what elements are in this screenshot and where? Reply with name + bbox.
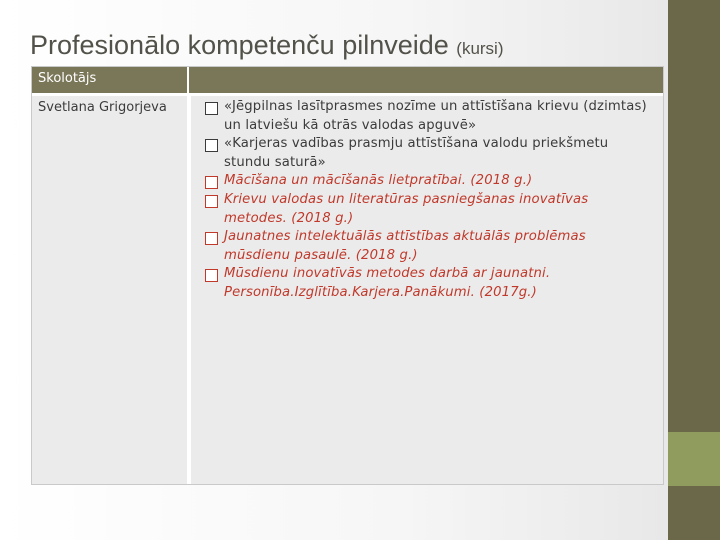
course-item bbox=[205, 228, 655, 265]
course-item-text: «Jēgpilnas lasītprasmes nozīme un attīstīšana krievu (dzimtas) un latviešu kā otrās valodas apguvē» bbox=[224, 99, 647, 133]
side-block-olive-bottom bbox=[668, 486, 720, 540]
course-list bbox=[205, 98, 655, 303]
checkbox-square-icon bbox=[205, 102, 218, 115]
course-item-text: Jaunatnes intelektuālās attīstības aktuālās problēmas mūsdienu pasaulē. (2018 g.) bbox=[224, 229, 586, 263]
header-divider bbox=[187, 67, 189, 93]
teacher-name: Svetlana Grigorjeva bbox=[38, 100, 167, 115]
course-item-text: Krievu valodas un literatūras pasniegšanas inovatīvas metodes. (2018 g.) bbox=[224, 191, 589, 226]
course-item bbox=[205, 172, 655, 191]
table-header-row bbox=[32, 67, 663, 96]
course-item bbox=[205, 265, 655, 302]
side-block-olive-top bbox=[668, 0, 720, 432]
course-item-text: Mūsdienu inovatīvās metodes darbā ar jaunatni. Personība.Izglītība.Karjera.Panākumi. (2017g.) bbox=[224, 266, 551, 300]
checkbox-square-icon bbox=[205, 139, 218, 152]
side-block-green bbox=[668, 432, 720, 486]
course-item bbox=[205, 98, 655, 135]
checkbox-square-icon bbox=[205, 176, 218, 189]
course-item-text: «Karjeras vadības prasmju attīstīšana valodu priekšmetu stundu saturā» bbox=[224, 136, 609, 170]
checkbox-square-icon bbox=[205, 195, 218, 208]
course-item bbox=[205, 135, 655, 172]
checkbox-square-icon bbox=[205, 269, 218, 282]
table-header-teacher: Skolotājs bbox=[38, 71, 97, 86]
slide-title bbox=[30, 30, 504, 61]
course-item bbox=[205, 191, 655, 228]
column-divider bbox=[187, 96, 191, 484]
slide-title-main: Profesionālo kompetenču pilnveide bbox=[30, 30, 449, 60]
slide-title-suffix: (kursi) bbox=[456, 39, 504, 58]
course-item-text: Mācīšana un mācīšanās lietpratībai. (2018 g.) bbox=[224, 173, 533, 189]
content-table bbox=[31, 66, 664, 485]
checkbox-square-icon bbox=[205, 232, 218, 245]
